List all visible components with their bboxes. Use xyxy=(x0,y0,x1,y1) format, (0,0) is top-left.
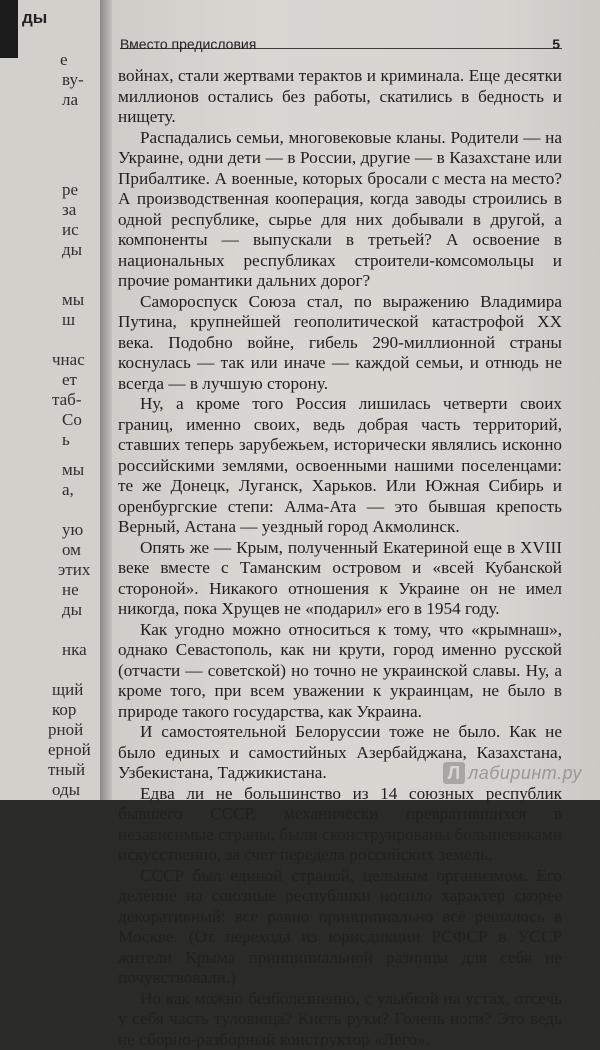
watermark xyxy=(443,762,582,784)
running-header xyxy=(120,14,562,49)
page-number: 5 xyxy=(552,36,560,52)
watermark-logo-icon: Л xyxy=(443,762,465,784)
body-text xyxy=(118,66,562,1050)
left-fragment-7: ды xyxy=(62,240,82,260)
left-fragment-25: рной xyxy=(48,720,83,740)
left-fragment-6: ис xyxy=(62,220,79,240)
left-fragment-2: ву- xyxy=(62,70,84,90)
left-fragment-28: оды xyxy=(52,780,80,800)
paragraph-8: Едва ли не большинство из 14 союзных республик бывшего СССР, механически превратившихся в независимые страны, были сконструированы большевиками искусственно, за счет передела российских земель. xyxy=(118,784,562,866)
left-fragment-14: ь xyxy=(62,430,70,450)
left-fragment-20: не xyxy=(62,580,79,600)
left-page-tab xyxy=(0,0,18,58)
paragraph-10: Но как можно безболезненно, с улыбкой на устах, отсечь у себя часть туловища? Кисть руки? Голень ноги? Это ведь не сборно-разборный конструктор «Лего». xyxy=(118,989,562,1050)
left-fragment-12: таб- xyxy=(52,390,82,410)
left-fragment-22: нка xyxy=(62,640,87,660)
left-fragment-11: ет xyxy=(62,370,77,390)
left-fragment-1: е xyxy=(60,50,68,70)
left-fragment-8: мы xyxy=(62,290,84,310)
running-title: Вместо предисловия xyxy=(120,36,256,52)
left-fragment-4: ре xyxy=(62,180,78,200)
left-fragment-19: этих xyxy=(58,560,90,580)
left-fragment-17: ую xyxy=(62,520,83,540)
left-fragment-18: ом xyxy=(62,540,81,560)
left-fragment-27: тный xyxy=(48,760,85,780)
left-fragment-23: щий xyxy=(52,680,83,700)
left-fragment-3: ла xyxy=(62,90,78,110)
left-fragment-0: ды xyxy=(22,8,47,28)
left-fragment-21: ды xyxy=(62,600,82,620)
paragraph-9: СССР был единой страной, цельным организмом. Его деление на союзные республики носило характер скорее декоративный: все равно принципиально всё решалось в Москве. (От перехода из юрисдикции РСФСР в УССР жители Крыма принципиальной разницы для себя не почувствовали.) xyxy=(118,866,562,989)
left-fragment-24: кор xyxy=(52,700,76,720)
left-fragment-15: мы xyxy=(62,460,84,480)
paragraph-2: Распадались семьи, многовековые кланы. Родители — на Украине, одни дети — в России, другие — в Казахстане или Прибалтике. А военные, которых бросали с места на место? А производственная кооперация, когда заводы строились в одной республике, сырье для них добывали в другой, а компоненты — выпускали в третьей? А освоение в национальных республиках строители-комсомольцы и прочие романтики дальних дорог? xyxy=(118,128,562,292)
left-fragment-5: за xyxy=(62,200,76,220)
paragraph-7: И самостоятельной Белоруссии тоже не было. Как не было единых и самостийных Азербайджана, Казахстана, Узбекистана, Таджикистана. xyxy=(118,722,562,784)
left-fragment-10: чнас xyxy=(52,350,85,370)
left-fragment-26: ерной xyxy=(48,740,91,760)
paragraph-4: Ну, а кроме того Россия лишилась четверти своих границ, именно своих, ведь добрая часть территорий, ставших теперь зарубежьем, исторически являлись исконно российскими землями, освоенными нашими поселенцами: те же Донецк, Луганск, Харьков. Или Южная Сибирь и оренбургские степи: Алма-Ата — это бывшая крепость Верный, Астана — уездный город Акмолинск. xyxy=(118,394,562,538)
watermark-text: лабиринт.ру xyxy=(468,763,582,783)
paragraph-1: войнах, стали жертвами терактов и криминала. Еще десятки миллионов остались без работы, скатились в бедность и нищету. xyxy=(118,66,562,128)
paragraph-6: Как угодно можно относиться к тому, что «крымнаш», однако Севастополь, как ни крути, город именно русской (отчасти — советской) но точно не украинской славы. Ну, а кроме того, при всем уважении к украинцам, не было в природе такого государства, как Украина. xyxy=(118,620,562,723)
left-fragment-16: а, xyxy=(62,480,74,500)
paragraph-3: Самороспуск Союза стал, по выражению Владимира Путина, крупнейшей геополитической катастрофой XX века. Подобно войне, гибель 290-миллионной страны коснулась — так или иначе — каждой семьи, и отнюдь не всегда — в лучшую сторону. xyxy=(118,292,562,395)
left-page-fragment xyxy=(0,0,104,800)
book-page xyxy=(112,0,600,800)
left-fragment-9: ш xyxy=(62,310,75,330)
left-fragment-13: Со xyxy=(62,410,82,430)
paragraph-5: Опять же — Крым, полученный Екатериной еще в XVIII веке вместе с Таманским островом и «всей Кубанской стороной». Никакого отношения к Украине он не имел никогда, пока Хрущев не «подарил» его в 1954 году. xyxy=(118,538,562,620)
